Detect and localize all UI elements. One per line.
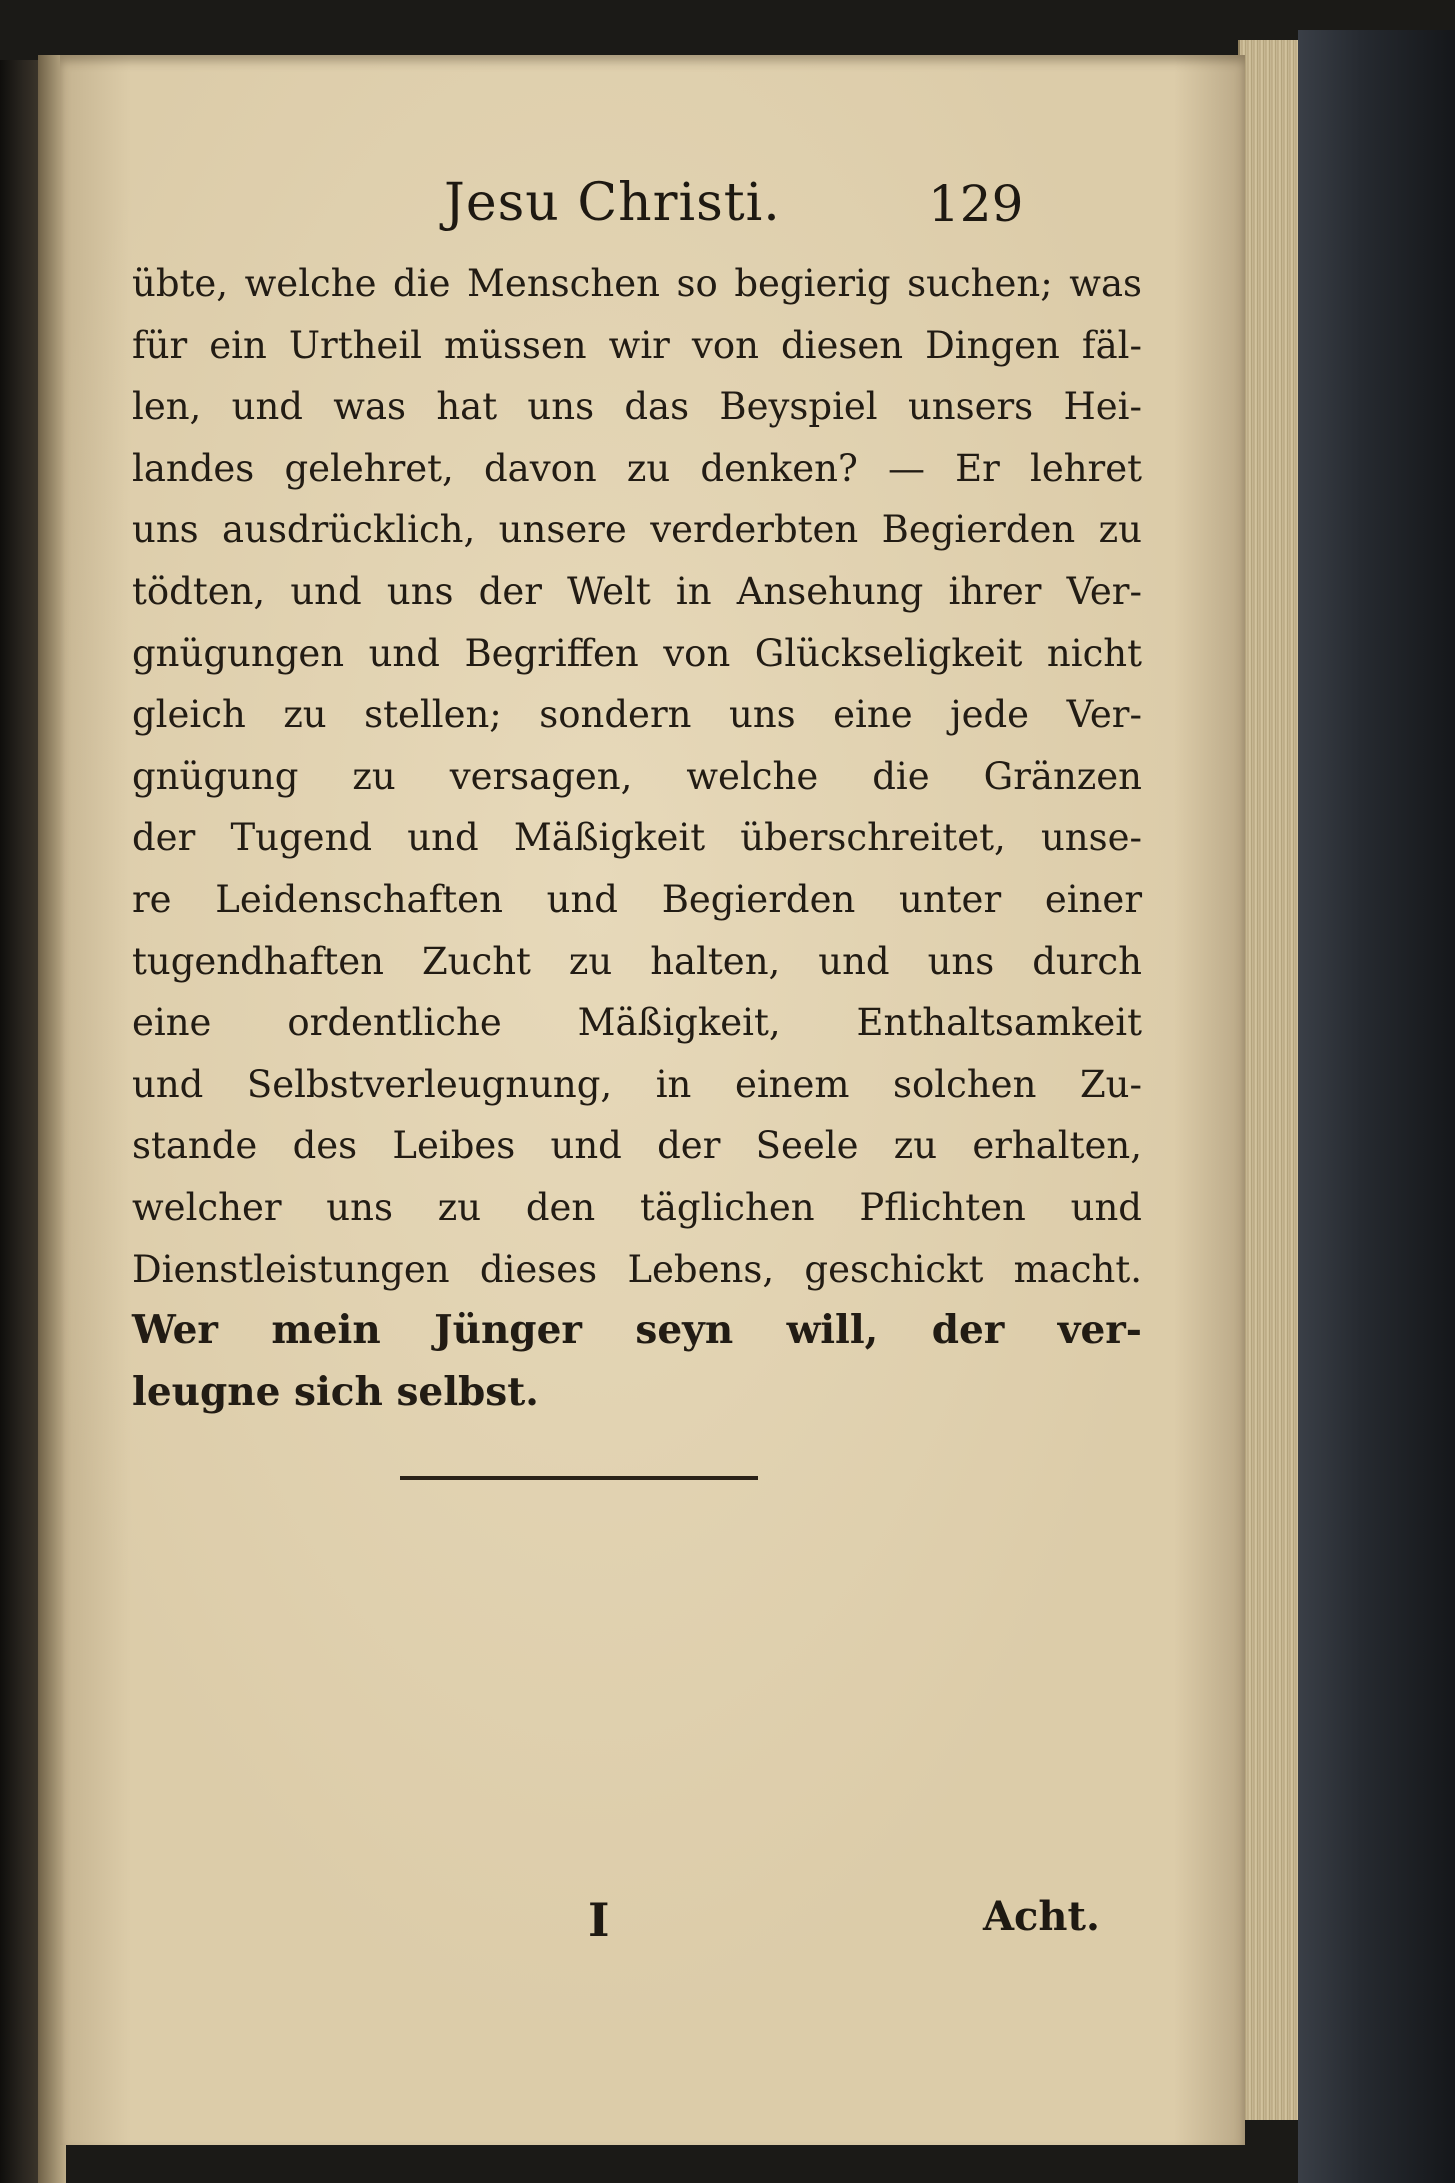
running-head-title: Jesu Christi. xyxy=(444,173,781,233)
text-line: tödten, und uns der Welt in Ansehung ihrer Ver- xyxy=(132,569,1142,613)
text-line: gnügung zu versagen, welche die Gränzen xyxy=(132,754,1142,798)
text-line: re Leidenschaften und Begierden unter einer xyxy=(132,877,1142,921)
text-line: übte, welche die Menschen so begierig suchen; was xyxy=(132,262,1142,305)
text-line: der Tugend und Mäßigkeit überschreitet, unse- xyxy=(132,816,1142,860)
text-line: welcher uns zu den täglichen Pflichten und xyxy=(132,1185,1142,1229)
text-line: len, und was hat uns das Beyspiel unsers Hei- xyxy=(132,385,1142,429)
text-line: landes gelehret, davon zu denken? — Er lehret xyxy=(132,446,1142,490)
body-text xyxy=(132,253,1142,1423)
section-rule xyxy=(400,1476,758,1480)
text-line: gnügungen und Begriffen von Glückseligkeit nicht xyxy=(132,631,1142,675)
text-line: tugendhaften Zucht zu halten, und uns durch xyxy=(132,939,1142,983)
book-cover xyxy=(1298,30,1455,2183)
catchword: Acht. xyxy=(983,1893,1100,1940)
text-line: gleich zu stellen; sondern uns eine jede Ver- xyxy=(132,693,1142,737)
running-head xyxy=(60,173,1245,253)
text-line: für ein Urtheil müssen wir von diesen Dingen fäl- xyxy=(132,323,1142,367)
left-book-edge xyxy=(0,60,38,2183)
book-page xyxy=(60,55,1245,2145)
page-number: 129 xyxy=(928,175,1024,233)
text-line: und Selbstverleugnung, in einem solchen Zu- xyxy=(132,1062,1142,1106)
emphasis-line: leugne sich selbst. xyxy=(132,1368,539,1415)
emphasis-line: Wer mein Jünger seyn will, der ver- xyxy=(132,1307,1142,1354)
text-line: Dienstleistungen dieses Lebens, geschickt macht. xyxy=(132,1247,1142,1291)
signature-mark: I xyxy=(588,1893,610,1947)
text-line: stande des Leibes und der Seele zu erhalten, xyxy=(132,1124,1142,1168)
text-line: uns ausdrücklich, unsere verderbten Begierden zu xyxy=(132,508,1142,552)
page-edges xyxy=(1238,40,1300,2120)
text-line: eine ordentliche Mäßigkeit, Enthaltsamkeit xyxy=(132,1001,1142,1045)
